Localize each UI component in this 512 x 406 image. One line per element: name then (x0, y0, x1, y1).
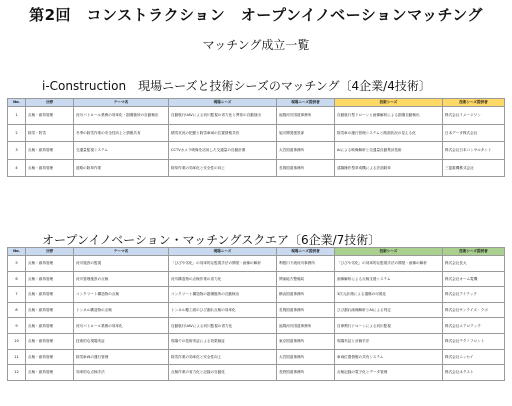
cell-seeds-provider: 株式会社エアロテック (443, 318, 505, 334)
header-seeds-provider: 技術シーズ提供者 (443, 248, 505, 256)
header-needs-provider: 現場ニーズ提供者 (277, 99, 335, 107)
header-seeds: 技術シーズ (335, 248, 443, 256)
section1-heading: i-Construction 現場ニーズと技術シーズのマッチング〔4企業/4技術〕 (42, 79, 431, 93)
cell-no: 7 (8, 287, 26, 303)
cell-no: 9 (8, 318, 26, 334)
table-row (8, 256, 505, 272)
matching-table-1 (7, 98, 505, 177)
page-title: 第2回 コンストラクション オープンイノベーションマッチング (29, 6, 483, 24)
cell-field: 除雪・防雪 (26, 124, 74, 142)
table-header-row (8, 99, 505, 107)
cell-seeds-provider: 株式会社オーム電機 (443, 271, 505, 287)
cell-field: 点検・維持管理 (26, 159, 74, 177)
cell-no: 4 (8, 159, 26, 177)
cell-theme: 交通量監視システム (74, 142, 169, 160)
cell-needs-provider: 利根川下流河川事務所 (277, 256, 335, 272)
cell-needs-provider: 長岡国道事務所 (277, 159, 335, 177)
cell-needs: 現場での技術実証による効果検証 (169, 333, 277, 349)
cell-no: 10 (8, 333, 26, 349)
cell-needs-provider: 関東地方整備局 (277, 271, 335, 287)
table-row (8, 124, 505, 142)
cell-seeds: 自動航行型ドローンと画像解析による損傷自動検出 (335, 107, 443, 125)
cell-theme: 冬季の除雪作業の安全性向上と情報共有 (74, 124, 169, 142)
cell-seeds-provider: 株式会社テクノフロント (443, 333, 505, 349)
cell-needs: コンクリート構造物の損傷箇所の自動検出 (169, 287, 277, 303)
table-row (8, 302, 505, 318)
cell-field: 点検・維持管理 (26, 107, 74, 125)
cell-needs: 積雪状況の把握と除雪車両の位置情報共有 (169, 124, 277, 142)
cell-theme: 除雪車両の運行管理 (74, 349, 169, 365)
cell-needs-provider: 福岡河川国道事務所 (277, 107, 335, 125)
cell-seeds: 3次元計測による損傷の可視化 (335, 287, 443, 303)
cell-no: 11 (8, 349, 26, 365)
cell-theme: 河川パトロール業務の効率化 (74, 318, 169, 334)
header-field: 分野 (26, 248, 74, 256)
cell-theme: 効率的な点検手法 (74, 365, 169, 381)
header-theme: テーマ名 (74, 248, 169, 256)
cell-no: 1 (8, 107, 26, 125)
header-field: 分野 (26, 99, 74, 107)
table-header-row (8, 248, 505, 256)
cell-no: 6 (8, 271, 26, 287)
header-needs-provider: 現場ニーズ提供者 (277, 248, 335, 256)
cell-theme: 道路の除草作業 (74, 159, 169, 177)
cell-needs-provider: 旭川開発建設部 (277, 124, 335, 142)
cell-theme: 河川パトロール業務の効率化・損傷箇所の自動検出 (74, 107, 169, 125)
cell-no: 2 (8, 124, 26, 142)
cell-seeds: 「ひびや劣化」の効率的な監視手法の開発・画像の解析 (335, 256, 443, 272)
cell-seeds-provider: 株式会社サンライズ・ラボ (443, 302, 505, 318)
cell-field: 点検・維持管理 (26, 271, 74, 287)
table-row (8, 349, 505, 365)
cell-seeds: 車両位置情報の共有システム (335, 349, 443, 365)
cell-seeds-provider: 株式会社ニッセイ (443, 349, 505, 365)
header-no: No. (8, 248, 26, 256)
cell-theme: 河川施設の監視 (74, 256, 169, 272)
cell-seeds: 除雪車の運行管理システムと路面状況の見える化 (335, 124, 443, 142)
table-row (8, 107, 505, 125)
header-needs: 現場ニーズ (169, 99, 277, 107)
cell-field: 点検・維持管理 (26, 142, 74, 160)
header-seeds: 技術シーズ (335, 99, 443, 107)
header-needs: 現場ニーズ (169, 248, 277, 256)
section2-heading: オープンイノベーション・マッチングスクエア〔6企業/7技術〕 (42, 233, 381, 247)
page-subtitle: マッチング成立一覧 (202, 38, 310, 52)
cell-needs: 除雪作業の効率化と安全性向上 (169, 349, 277, 365)
cell-field: 点検・維持管理 (26, 256, 74, 272)
table-row (8, 318, 505, 334)
header-seeds-provider: 技術シーズ提供者 (443, 99, 505, 107)
cell-needs-provider: 横浜国道事務所 (277, 287, 335, 303)
cell-seeds: 遠隔操作型草刈機による法面除草 (335, 159, 443, 177)
cell-needs-provider: 大宮国道事務所 (277, 349, 335, 365)
cell-seeds: 点検記録の電子化とデータ管理 (335, 365, 443, 381)
cell-needs: 「ひびや劣化」の効率的な監視手法の開発・画像の解析 (169, 256, 277, 272)
cell-seeds-provider: 株式会社イメージワン (443, 107, 505, 125)
cell-field: 点検・維持管理 (26, 287, 74, 303)
cell-needs-provider: 長岡国道事務所 (277, 302, 335, 318)
cell-seeds-provider: 株式会社日本コンサルタント (443, 142, 505, 160)
table-row (8, 287, 505, 303)
cell-seeds-provider: 日本データ株式会社 (443, 124, 505, 142)
cell-theme: 河川管理施設の点検 (74, 271, 169, 287)
cell-field: 点検・維持管理 (26, 318, 74, 334)
cell-theme: コンクリート構造物の点検 (74, 287, 169, 303)
header-no: No. (8, 99, 26, 107)
cell-needs-provider: 東京国道事務所 (277, 333, 335, 349)
cell-seeds: ひび割れ画像解析とAIによる判定 (335, 302, 443, 318)
cell-seeds: 現場実証と評価手法 (335, 333, 443, 349)
cell-no: 5 (8, 256, 26, 272)
cell-needs: 点検作業の省力化と記録の自動化 (169, 365, 277, 381)
cell-field: 点検・維持管理 (26, 365, 74, 381)
cell-seeds-provider: 三菱重機株式会社 (443, 159, 505, 177)
cell-needs-provider: 長野国道事務所 (277, 365, 335, 381)
cell-seeds: 画像解析による点検支援システム (335, 271, 443, 287)
cell-field: 点検・維持管理 (26, 349, 74, 365)
table-row (8, 365, 505, 381)
cell-seeds: AIによる映像解析と交通量自動集計技術 (335, 142, 443, 160)
cell-needs: 自動航行UAVによる河川監視の省力化と異常の自動抽出 (169, 107, 277, 125)
cell-needs: 除草作業の効率化と安全性の向上 (169, 159, 277, 177)
cell-needs: 自動航行UAVによる河川監視の省力化 (169, 318, 277, 334)
cell-seeds-provider: 株式会社長大 (443, 256, 505, 272)
cell-seeds-provider: 株式会社アイテック (443, 287, 505, 303)
cell-needs-provider: 大宮国道事務所 (277, 142, 335, 160)
header-theme: テーマ名 (74, 99, 169, 107)
cell-needs: 河川構造物の点検作業の省力化 (169, 271, 277, 287)
table-row (8, 271, 505, 287)
cell-seeds-provider: 株式会社ネクスト (443, 365, 505, 381)
cell-needs: CCTVカメラ映像を活用した交通量の自動計測 (169, 142, 277, 160)
table-row (8, 333, 505, 349)
cell-field: 点検・維持管理 (26, 333, 74, 349)
cell-theme: トンネル構造物の点検 (74, 302, 169, 318)
table-row (8, 159, 505, 177)
cell-field: 点検・維持管理 (26, 302, 74, 318)
cell-no: 3 (8, 142, 26, 160)
cell-theme: 技術的な現場実証 (74, 333, 169, 349)
cell-needs: トンネル覆工面のひび割れ点検の効率化 (169, 302, 277, 318)
table-row (8, 142, 505, 160)
cell-needs-provider: 福岡河川国道事務所 (277, 318, 335, 334)
matching-table-2 (7, 247, 505, 381)
cell-no: 12 (8, 365, 26, 381)
cell-no: 8 (8, 302, 26, 318)
cell-seeds: 自律飛行ドローンによる河川監視 (335, 318, 443, 334)
